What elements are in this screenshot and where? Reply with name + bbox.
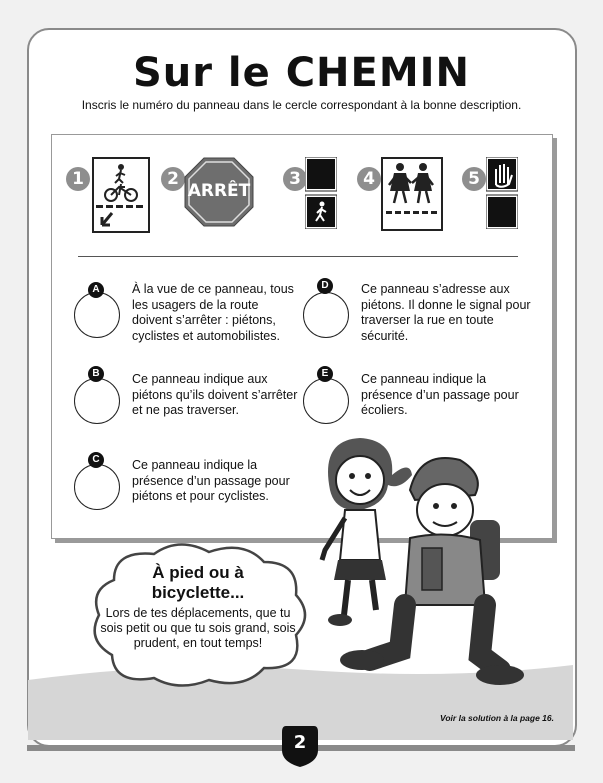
letter-badge-d: D bbox=[317, 278, 333, 294]
option-c bbox=[74, 454, 294, 518]
option-d-text: Ce panneau s’adresse aux piétons. Il donne le signal pour traverser la rue en toute sécurité. bbox=[361, 282, 531, 343]
stop-sign-text: ARRÊT bbox=[187, 181, 251, 201]
option-b-text: Ce panneau indique aux piétons qu’ils doivent s’arrêter et ne pas traverser. bbox=[132, 372, 298, 417]
instruction-text: Inscris le numéro du panneau dans le cercle correspondant à la bonne description. bbox=[81, 98, 522, 112]
option-a bbox=[74, 282, 294, 352]
option-e-text: Ce panneau indique la présence d’un passage pour écoliers. bbox=[361, 372, 519, 417]
section-divider bbox=[78, 256, 518, 257]
school-crossing-sign-icon bbox=[381, 157, 443, 231]
answer-circle-e[interactable] bbox=[303, 378, 349, 424]
page-number: 2 bbox=[293, 732, 307, 753]
sign-number-3: 3 bbox=[283, 167, 307, 191]
option-a-text: À la vue de ce panneau, tous les usagers de la route doivent s’arrêter : piétons, cyclistes et automobilistes. bbox=[132, 282, 294, 343]
tagline-title: À pied ou à bicyclette... bbox=[151, 563, 245, 602]
answer-circle-b[interactable] bbox=[74, 378, 120, 424]
sign-number-5: 5 bbox=[462, 167, 486, 191]
option-d bbox=[303, 280, 531, 352]
sign-number-2: 2 bbox=[161, 167, 185, 191]
kids-walking-illustration bbox=[300, 430, 530, 690]
solution-note: Voir la solution à la page 16. bbox=[440, 713, 554, 723]
sign-number-1: 1 bbox=[66, 167, 90, 191]
letter-badge-b: B bbox=[88, 366, 104, 382]
stop-sign-icon bbox=[184, 157, 254, 227]
answer-circle-c[interactable] bbox=[74, 464, 120, 510]
pedestrian-cyclist-crossing-sign-icon bbox=[92, 157, 150, 233]
page-title: Sur le CHEMIN bbox=[132, 50, 471, 96]
answer-circle-d[interactable] bbox=[303, 292, 349, 338]
answer-circle-a[interactable] bbox=[74, 292, 120, 338]
letter-badge-e: E bbox=[317, 366, 333, 382]
option-c-text: Ce panneau indique la présence d’un passage pour piétons et pour cyclistes. bbox=[132, 458, 290, 503]
letter-badge-a: A bbox=[88, 282, 104, 298]
option-e bbox=[303, 368, 523, 432]
walk-signal-icon bbox=[305, 157, 337, 229]
tagline-body: Lors de tes déplacements, que tu sois petit ou que tu sois grand, sois prudent, en tout temps! bbox=[100, 606, 296, 650]
letter-badge-c: C bbox=[88, 452, 104, 468]
option-b bbox=[74, 368, 298, 432]
dont-walk-signal-icon bbox=[486, 157, 518, 229]
sign-number-4: 4 bbox=[357, 167, 381, 191]
